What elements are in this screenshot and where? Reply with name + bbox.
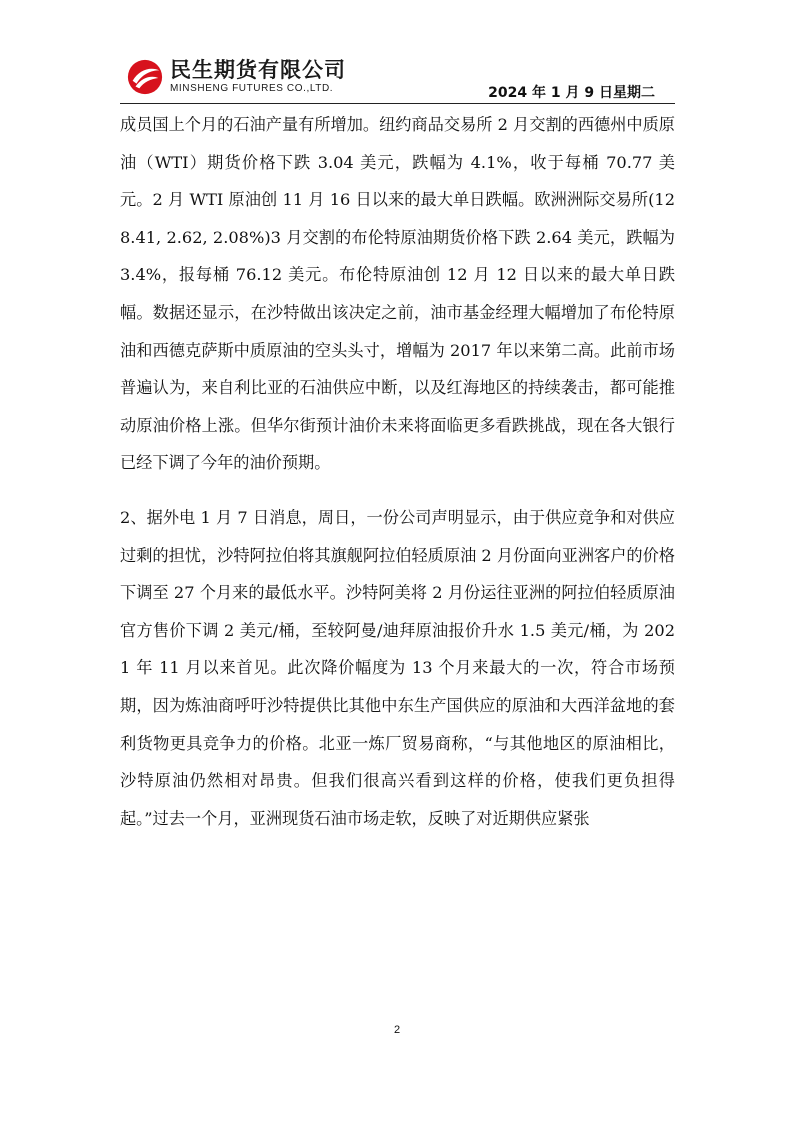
- report-date: 2024 年 1 月 9 日星期二: [488, 85, 655, 101]
- paragraph-spacer: [120, 482, 675, 499]
- page-header: [120, 54, 675, 104]
- company-name-cn: 民生期货有限公司: [170, 58, 346, 82]
- page-number: 2: [393, 1024, 401, 1036]
- company-name-en: MINSHENG FUTURES CO.,LTD.: [170, 83, 334, 94]
- document-body: [120, 106, 675, 837]
- paragraph-1: 成员国上个月的石油产量有所增加。纽约商品交易所 2 月交割的西德州中质原油（WTI）期货价格下跌 3.04 美元，跌幅为 4.1%，收于每桶 70.77 美元。2 月 WTI 原油创 11 月 16 日以来的最大单日跌幅。欧洲洲际交易所(128.41, 2.62, 2.08%)3 月交割的布伦特原油期货价格下跌 2.64 美元，跌幅为 3.4%，报每桶 76.12 美元。布伦特原油创 12 月 12 日以来的最大单日跌幅。数据还显示，在沙特做出该决定之前，油市基金经理大幅增加了布伦特原油和西德克萨斯中质原油的空头头寸，增幅为 2017 年以来第二高。此前市场普遍认为，来自利比亚的石油供应中断，以及红海地区的持续袭击，都可能推动原油价格上涨。但华尔街预计油价未来将面临更多看跌挑战，现在各大银行已经下调了今年的油价预期。: [120, 115, 675, 473]
- minsheng-logo-icon: [126, 58, 164, 96]
- header-divider: [120, 103, 675, 104]
- paragraph-2: 2、据外电 1 月 7 日消息，周日，一份公司声明显示，由于供应竞争和对供应过剩的担忧，沙特阿拉伯将其旗舰阿拉伯轻质原油 2 月份面向亚洲客户的价格下调至 27 个月来的最低水平。沙特阿美将 2 月份运往亚洲的阿拉伯轻质原油官方售价下调 2 美元/桶，至较阿曼/迪拜原油报价升水 1.5 美元/桶，为 2021 年 11 月以来首见。此次降价幅度为 13 个月来最大的一次，符合市场预期，因为炼油商呼吁沙特提供比其他中东生产国供应的原油和大西洋盆地的套利货物更具竞争力的价格。北亚一炼厂贸易商称，“与其他地区的原油相比，沙特原油仍然相对昂贵。但我们很高兴看到这样的价格，使我们更负担得起。”过去一个月，亚洲现货石油市场走软，反映了对近期供应紧张: [120, 507, 675, 828]
- company-logo: [126, 58, 346, 96]
